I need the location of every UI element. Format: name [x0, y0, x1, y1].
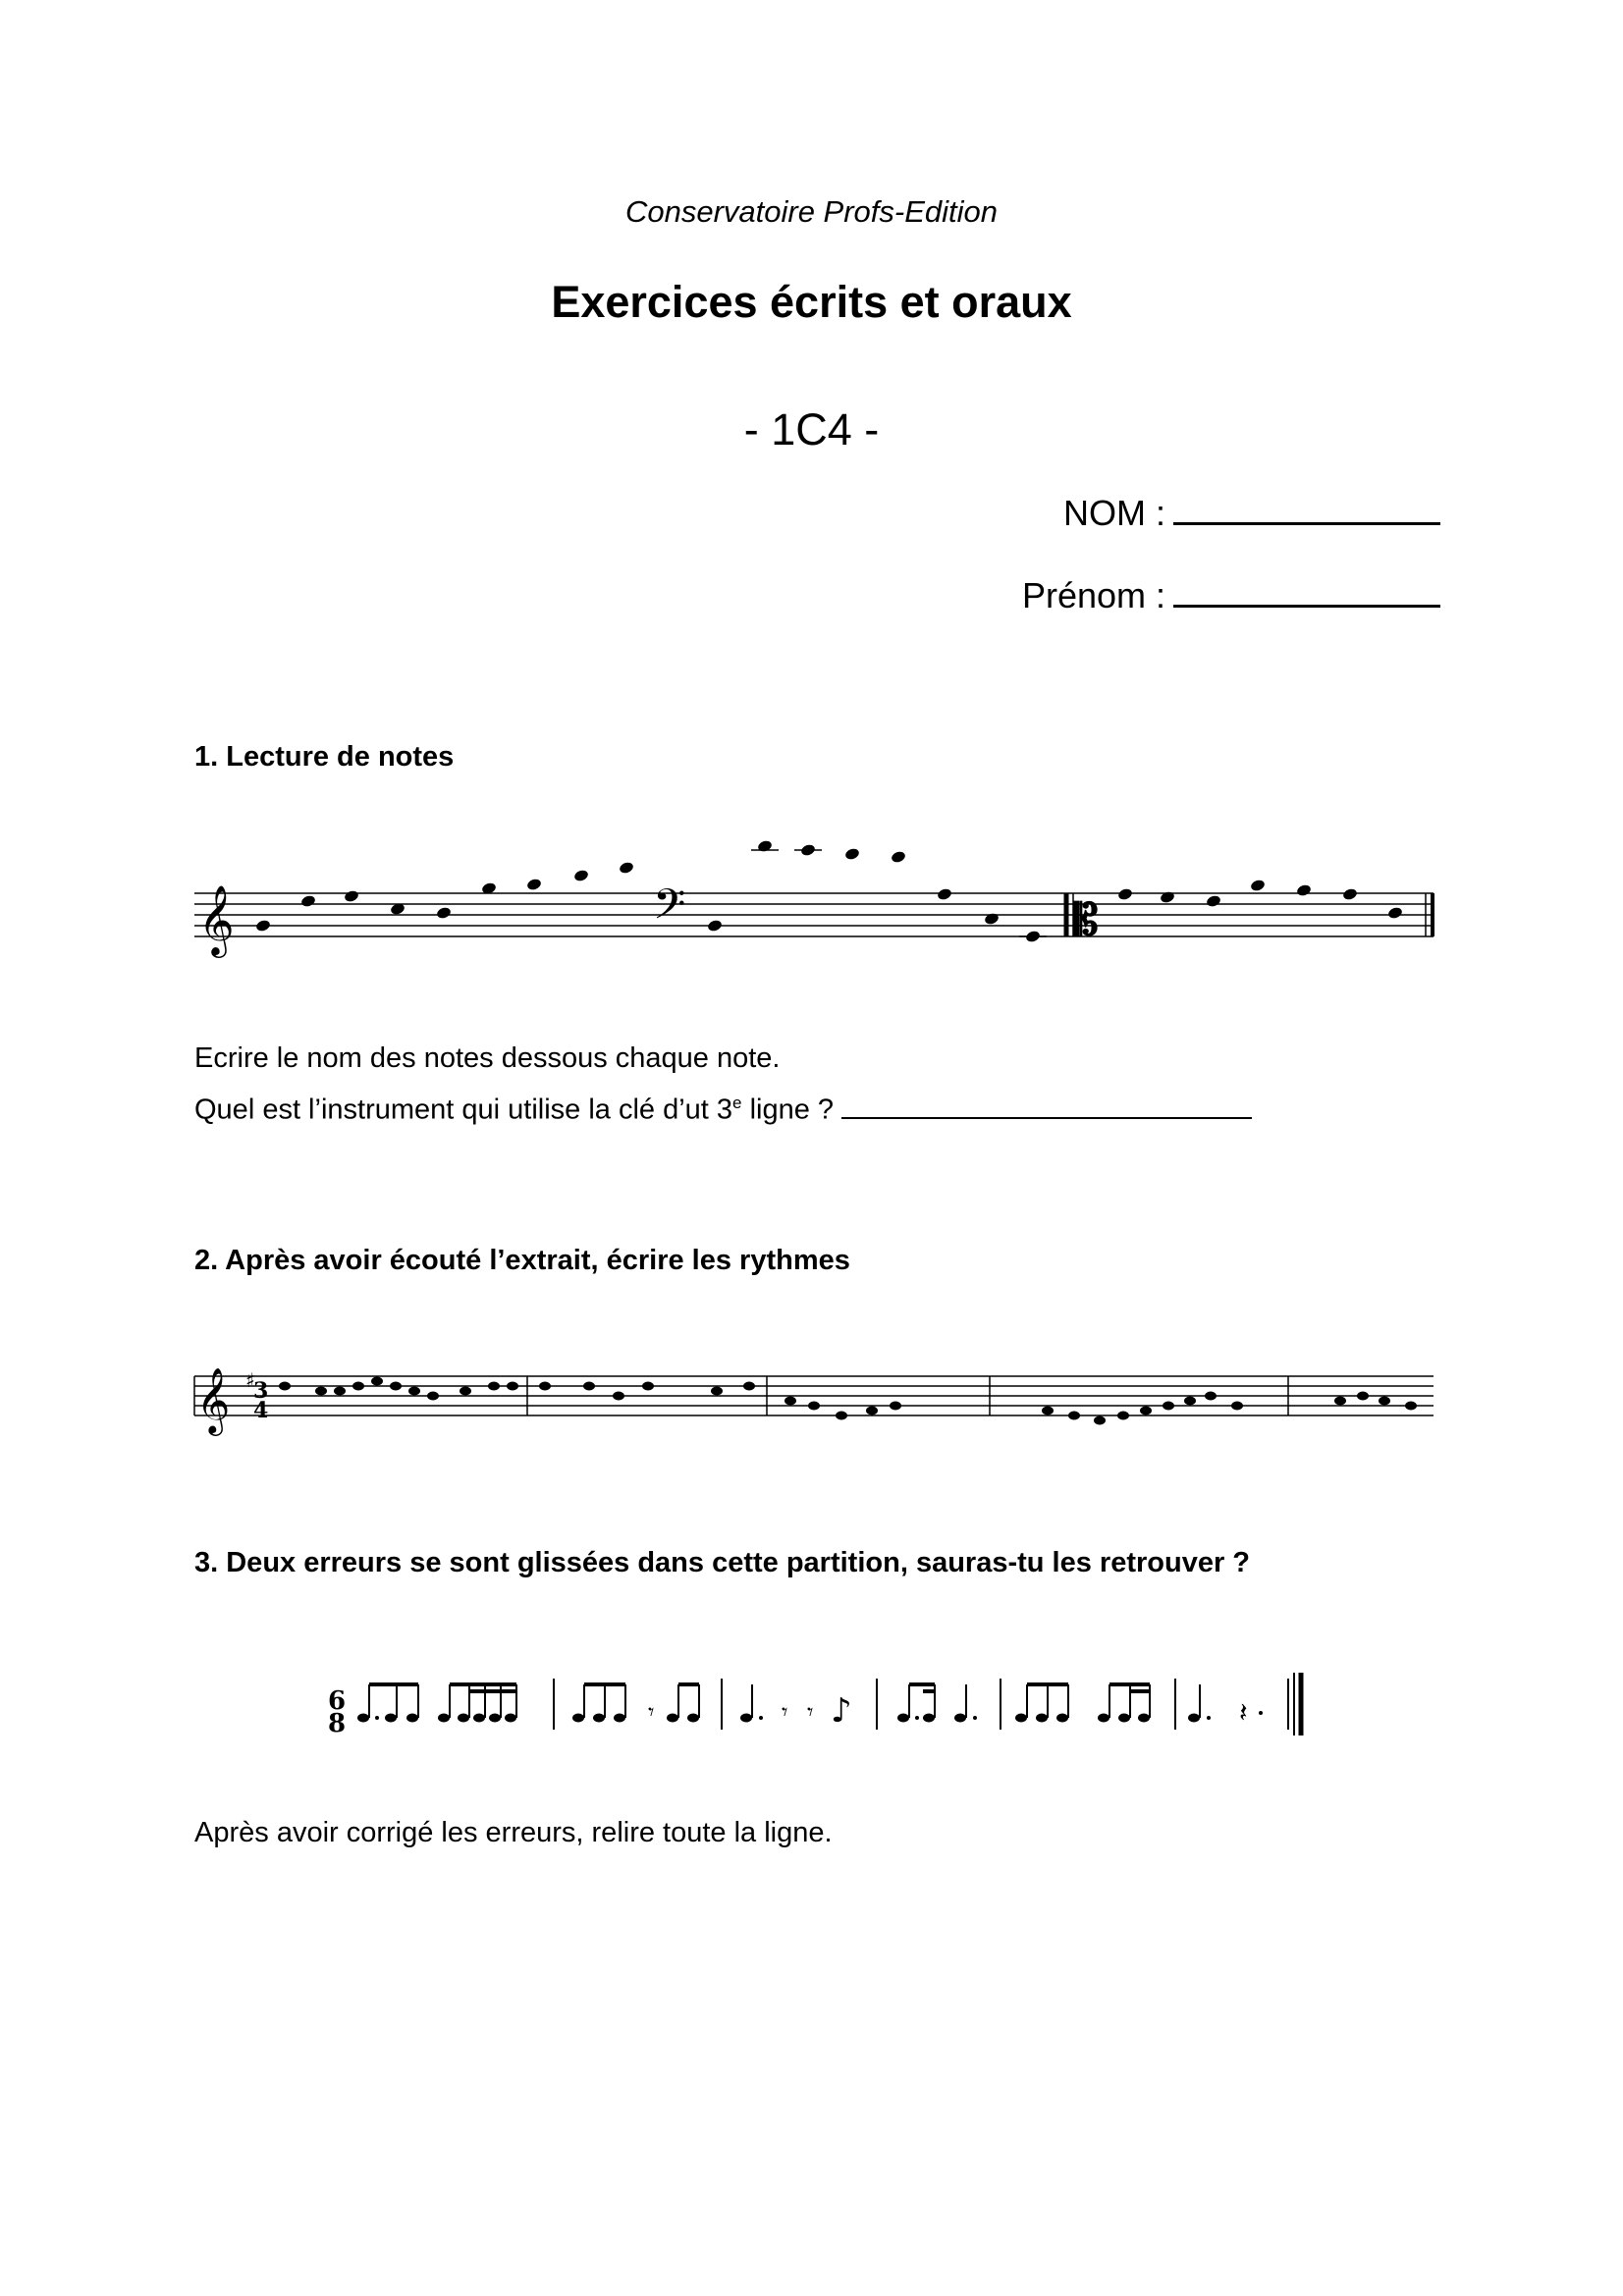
note-head: [1250, 879, 1267, 892]
note-head: [1117, 887, 1134, 901]
note-head: [1342, 887, 1359, 901]
note-head: [255, 919, 272, 933]
section3-footer: Après avoir corrigé les erreurs, relire toute la ligne.: [194, 1817, 833, 1848]
note-head: [800, 843, 817, 857]
staff2-notes-b: [539, 1382, 1417, 1425]
exercise-code: - 1C4 -: [743, 404, 880, 454]
note-head: [436, 906, 453, 920]
page-title: Exercices écrits et oraux: [551, 277, 1072, 327]
question-text-end: ligne ?: [741, 1094, 835, 1126]
note-head: [573, 869, 590, 882]
note-head: [300, 894, 317, 908]
prenom-label: Prénom :: [1021, 575, 1165, 615]
staff1-notes: [255, 839, 1404, 943]
bass-clef-icon: 𝄢: [653, 881, 686, 939]
note-head: [1206, 894, 1222, 908]
answer-line[interactable]: [841, 1094, 1252, 1119]
note-head: [344, 889, 360, 903]
rhythm-line: [328, 1673, 1301, 1738]
alto-clef-icon: 𝄡: [1074, 895, 1099, 945]
staff2-notes: [279, 1377, 518, 1401]
section1-heading: 1. Lecture de notes: [194, 741, 455, 773]
note-head: [1387, 906, 1404, 920]
eighth-rest-icon: 𝄾: [648, 1698, 655, 1726]
quarter-rest-icon: 𝄽: [1239, 1696, 1248, 1729]
section1-question: [194, 1081, 1252, 1133]
note-head: [937, 887, 953, 901]
note-head: [844, 847, 861, 861]
note-head: [1025, 930, 1042, 943]
eighth-rest-icon: 𝄾: [782, 1698, 788, 1726]
treble-clef-icon: 𝄞: [196, 1366, 231, 1433]
note-head: [757, 839, 774, 853]
eighth-rest-icon: 𝄾: [807, 1698, 814, 1726]
eighth-note-icon: ♪: [831, 1691, 852, 1731]
time-signature-bottom: 4: [253, 1398, 269, 1423]
note-head: [619, 861, 635, 875]
staff1-lines: [194, 893, 1434, 936]
question-superscript: e: [732, 1094, 742, 1112]
time-signature-top: 3: [253, 1378, 269, 1404]
note-head: [984, 912, 1001, 926]
nom-label: NOM :: [1063, 493, 1165, 533]
rhythm-ts-top: 6: [328, 1686, 347, 1716]
note-head: [707, 919, 724, 933]
treble-clef-icon: 𝄞: [198, 883, 235, 955]
note-head: [526, 878, 543, 891]
note-head: [891, 850, 907, 864]
section1-instruction: Ecrire le nom des notes dessous chaque note.: [194, 1042, 781, 1074]
section3-heading: 3. Deux erreurs se sont glissées dans cette partition, sauras-tu les retrouver ?: [194, 1547, 1251, 1578]
sharp-icon: ♯: [245, 1368, 255, 1392]
rhythm-ts-bottom: 8: [328, 1709, 347, 1738]
publisher-name: Conservatoire Profs-Edition: [624, 194, 999, 229]
note-head: [1160, 890, 1176, 904]
section2-heading: 2. Après avoir écouté l’extrait, écrire les rythmes: [194, 1245, 850, 1276]
note-head: [1296, 883, 1313, 897]
question-text: Quel est l’instrument qui utilise la clé d’ut 3: [194, 1094, 733, 1126]
